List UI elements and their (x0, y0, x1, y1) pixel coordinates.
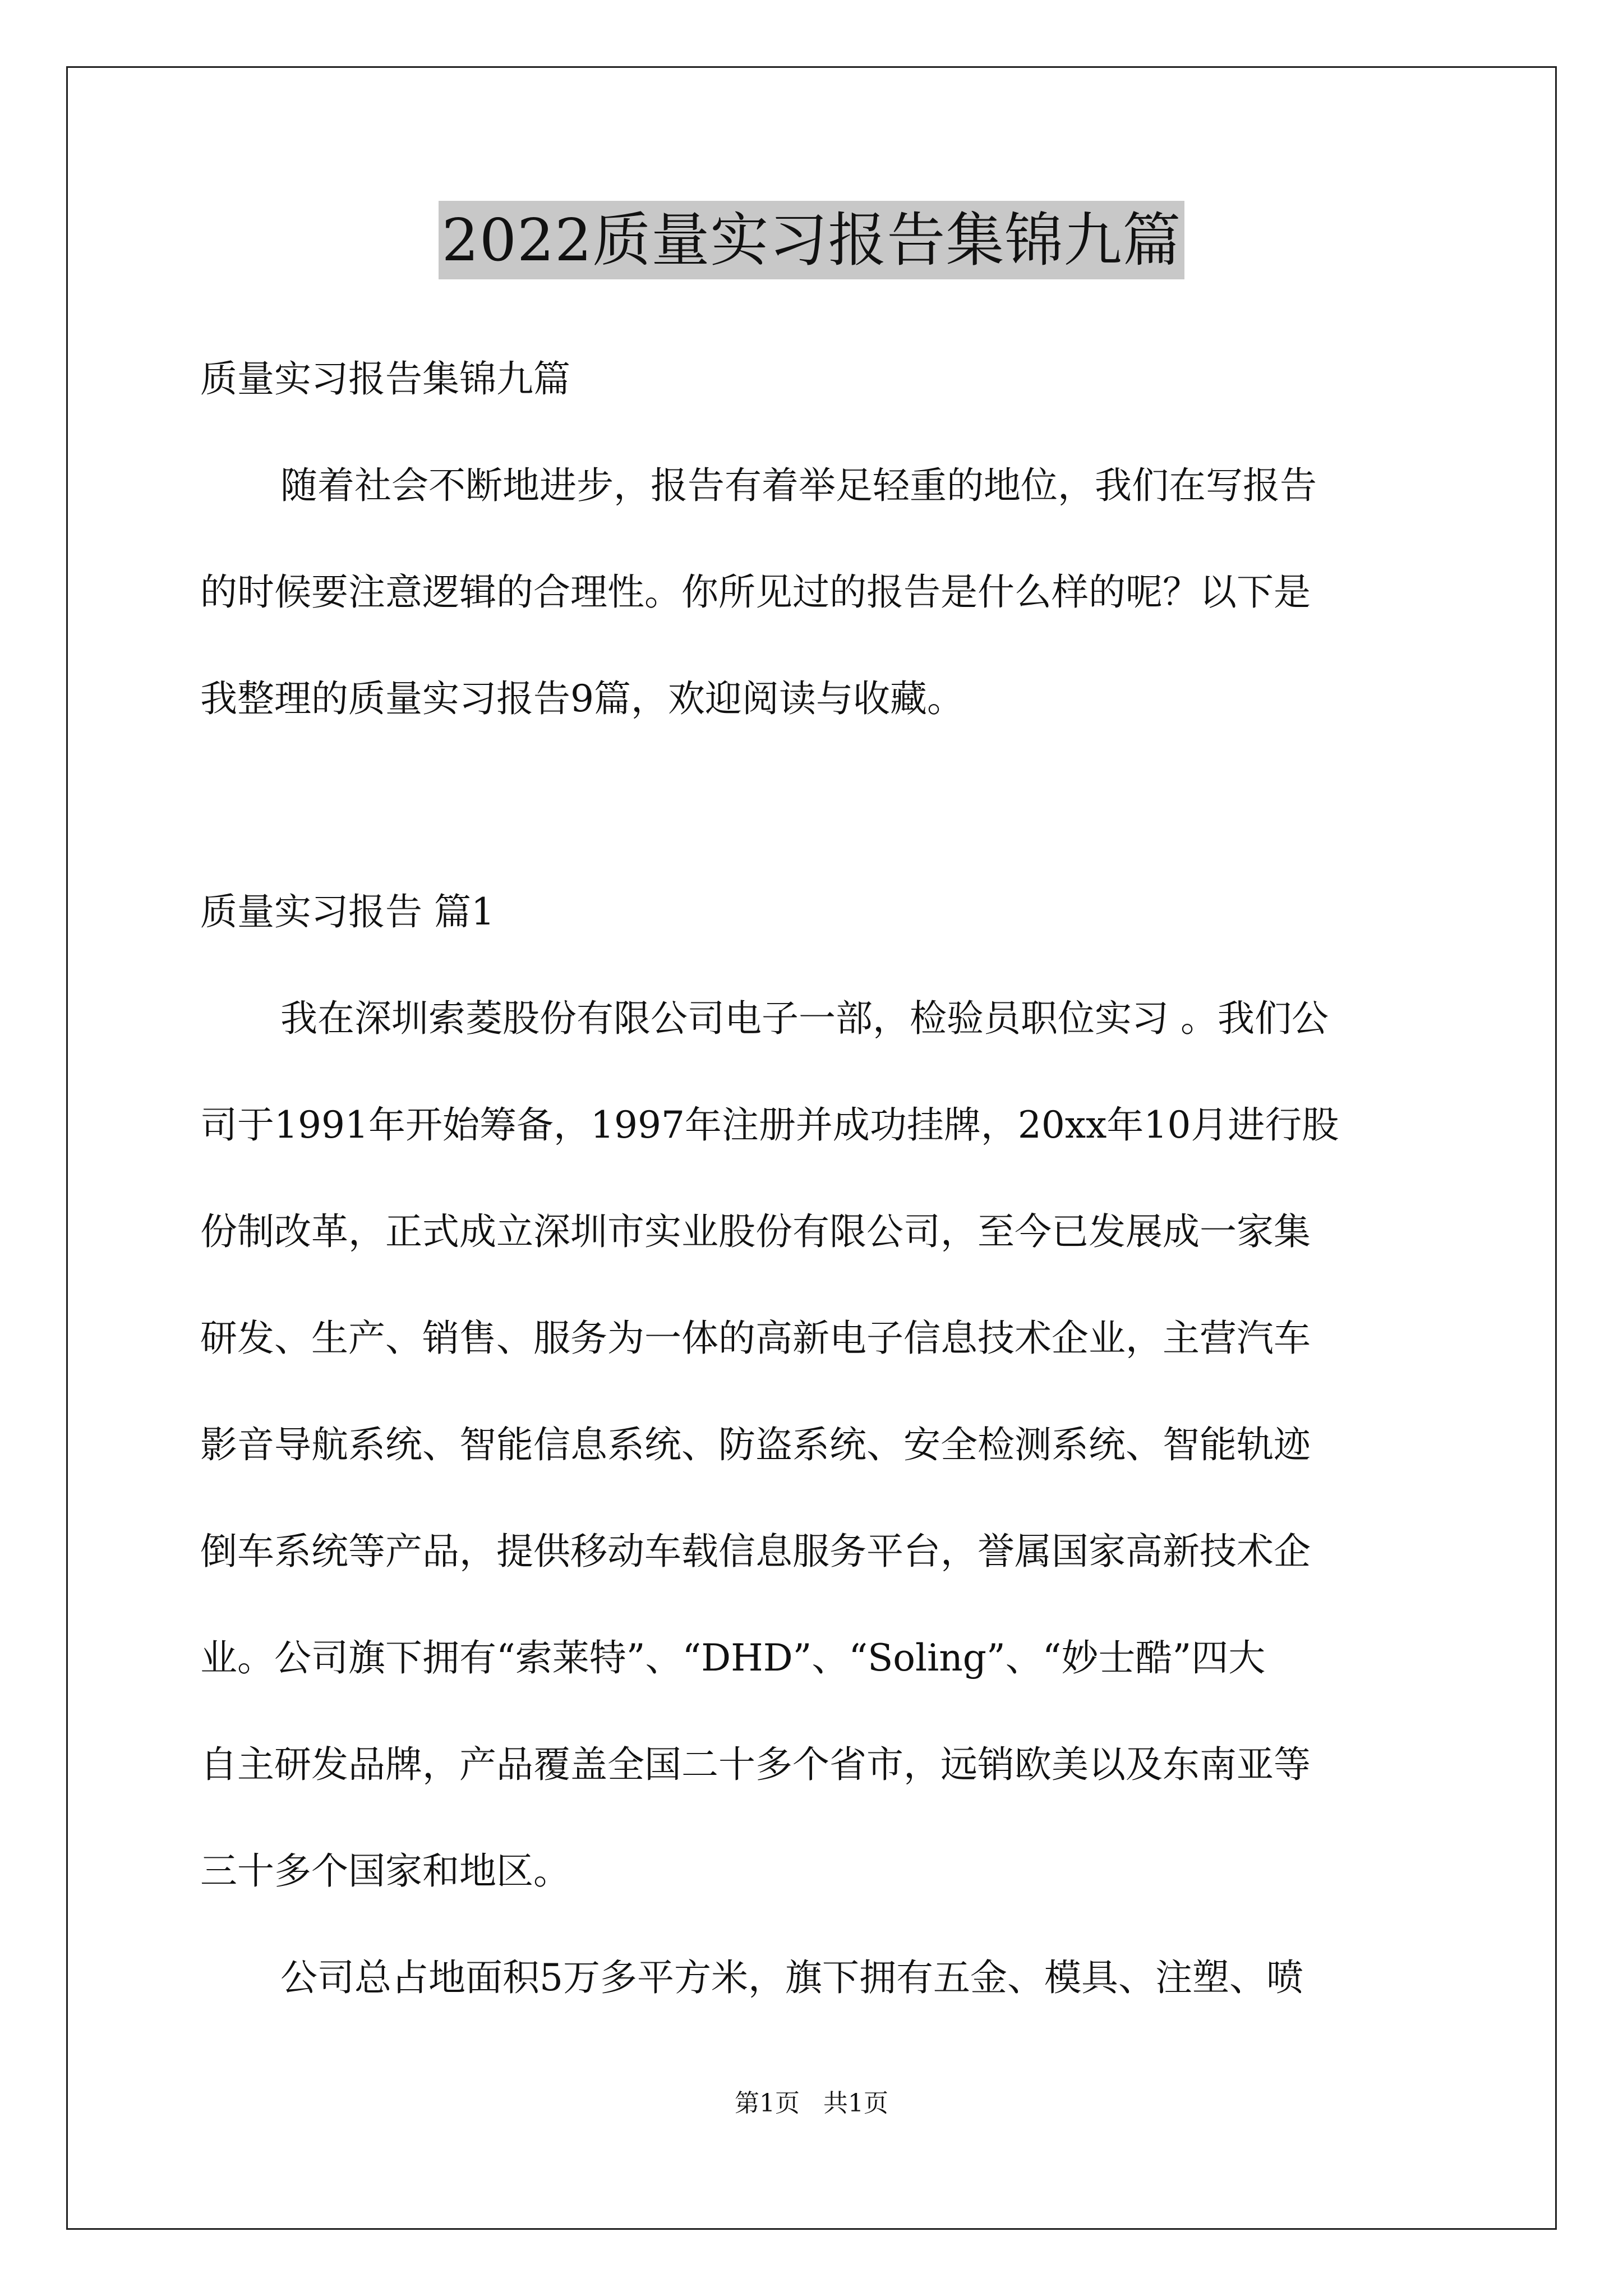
page-total: 共1页 (823, 2089, 888, 2118)
paragraph-line: 业。公司旗下拥有“索莱特”、“DHD”、“Soling”、“妙士酷”四大 (200, 1636, 1266, 1680)
intro-line: 的时候要注意逻辑的合理性。你所见过的报告是什么样的呢？以下是 (200, 570, 1311, 614)
intro-line: 我整理的质量实习报告9篇，欢迎阅读与收藏。 (200, 677, 964, 720)
section-heading: 质量实习报告 篇1 (200, 890, 495, 933)
intro-line: 随着社会不断地进步，报告有着举足轻重的地位，我们在写报告 (280, 464, 1317, 507)
paragraph-line: 影音导航系统、智能信息系统、防盗系统、安全检测系统、智能轨迹 (200, 1423, 1311, 1466)
paragraph-line: 自主研发品牌，产品覆盖全国二十多个省市，远销欧美以及东南亚等 (200, 1743, 1311, 1786)
page-number: 第1页 (735, 2089, 800, 2118)
paragraph-line: 公司总占地面积5万多平方米，旗下拥有五金、模具、注塑、喷 (280, 1956, 1303, 1999)
title-container (0, 201, 1623, 279)
document-subtitle: 质量实习报告集锦九篇 (200, 357, 570, 401)
paragraph-line: 司于1991年开始筹备，1997年注册并成功挂牌，20xx年10月进行股 (200, 1103, 1339, 1147)
document-title: 2022质量实习报告集锦九篇 (439, 201, 1185, 279)
page-footer (0, 2087, 1623, 2120)
paragraph-line: 倒车系统等产品，提供移动车载信息服务平台，誉属国家高新技术企 (200, 1530, 1311, 1573)
paragraph-line: 研发、生产、销售、服务为一体的高新电子信息技术企业，主营汽车 (200, 1317, 1311, 1360)
paragraph-line: 份制改革，正式成立深圳市实业股份有限公司，至今已发展成一家集 (200, 1210, 1311, 1253)
paragraph-line: 三十多个国家和地区。 (200, 1849, 570, 1893)
paragraph-line: 我在深圳索菱股份有限公司电子一部，检验员职位实习 。我们公 (280, 997, 1329, 1040)
